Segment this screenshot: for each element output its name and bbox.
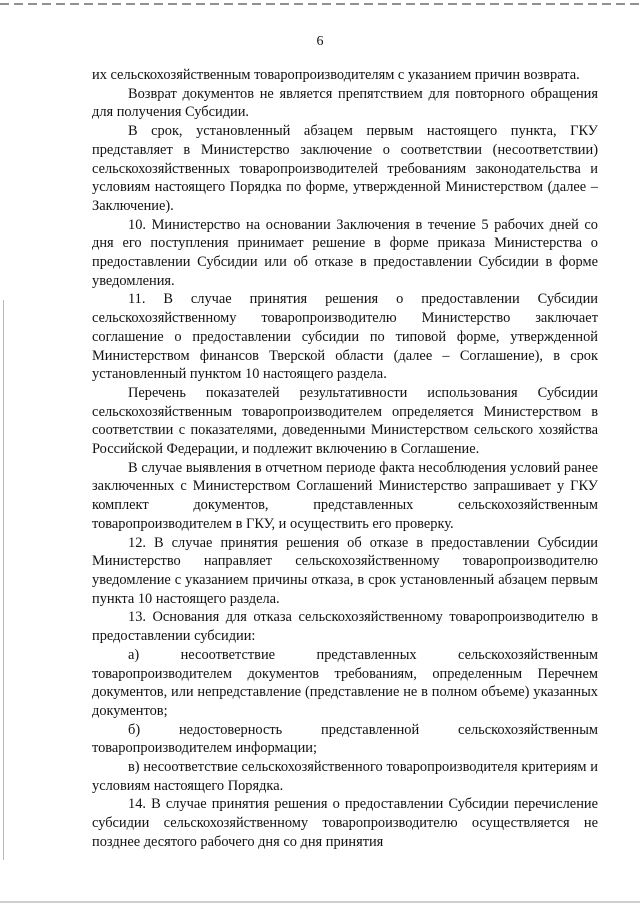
paragraph-clause-11: 11. В случае принятия решения о предоставлении Субсидии сельскохозяйственному товаропроизводителю Министерство заключает соглашение о предоставлении субсидии по типовой форме, утвержденной Министерством финансов Тверской области (далее – Соглашение), в срок установленный пунктом 10 настоящего раздела. xyxy=(92,291,598,383)
paragraph-clause-12: 12. В случае принятия решения об отказе в предоставлении Субсидии Министерство направляет сельскохозяйственному товаропроизводителю уведомление с указанием причины отказа, в срок установленный абзацем первым пункта 10 настоящего раздела. xyxy=(92,534,598,607)
paragraph-violation-check: В случае выявления в отчетном периоде факта несоблюдения условий ранее заключенных с Министерством Соглашений Министерство запрашивает у ГКУ комплект документов, представленных сельскохозяйственным товаропроизводителем в ГКУ, и осуществить его проверку. xyxy=(92,459,598,532)
paragraph-return-not-obstacle: Возврат документов не является препятствием для повторного обращения для получения Субсидии. xyxy=(92,85,598,121)
paragraph-indicators: Перечень показателей результативности использования Субсидии сельскохозяйственным товаропроизводителем определяется Министерством в соответствии с показателями, доведенными Министерством сельского хозяйства Российской Федерации, и подлежит включению в Соглашение. xyxy=(92,384,598,458)
document-body xyxy=(92,66,598,852)
paragraph-clause-10: 10. Министерство на основании Заключения в течение 5 рабочих дней со дня его поступления принимает решение в форме приказа Министерства о предоставлении Субсидии или об отказе в предоставлении Субсидии в форме уведомления. xyxy=(92,216,598,289)
scan-artifact-left xyxy=(3,300,4,860)
scan-artifact-bottom xyxy=(0,901,640,903)
paragraph-clause-14: 14. В случае принятия решения о предоставлении Субсидии перечисление субсидии сельскохозяйственному товаропроизводителю осуществляется не позднее десятого рабочего дня со дня принятия xyxy=(92,796,598,850)
paragraph-clause-13-a: а) несоответствие представленных сельскохозяйственным товаропроизводителем документов требованиям, определенным Перечнем документов, или непредставление (представление не в полном объеме) указанных документов; xyxy=(92,646,598,719)
paragraph-clause-13-b: б) недостоверность представленной сельскохозяйственным товаропроизводителем информации; xyxy=(92,721,598,757)
scan-artifact-top xyxy=(0,0,640,12)
paragraph-clause-13-v: в) несоответствие сельскохозяйственного товаропроизводителя критериям и условиям настоящего Порядка. xyxy=(92,759,598,794)
paragraph-gku-conclusion: В срок, установленный абзацем первым настоящего пункта, ГКУ представляет в Министерство заключение о соответствии (несоответствии) сельскохозяйственных товаропроизводителей требованиям законодательства и условиям настоящего Порядка по форме, утвержденной Министерством (далее – Заключение). xyxy=(92,123,598,214)
paragraph-clause-13: 13. Основания для отказа сельскохозяйственному товаропроизводителю в предоставлении субсидии: xyxy=(92,609,598,645)
page-number: 6 xyxy=(316,34,324,49)
paragraph-return-continuation: их сельскохозяйственным товаропроизводителям с указанием причин возврата. xyxy=(92,67,580,83)
